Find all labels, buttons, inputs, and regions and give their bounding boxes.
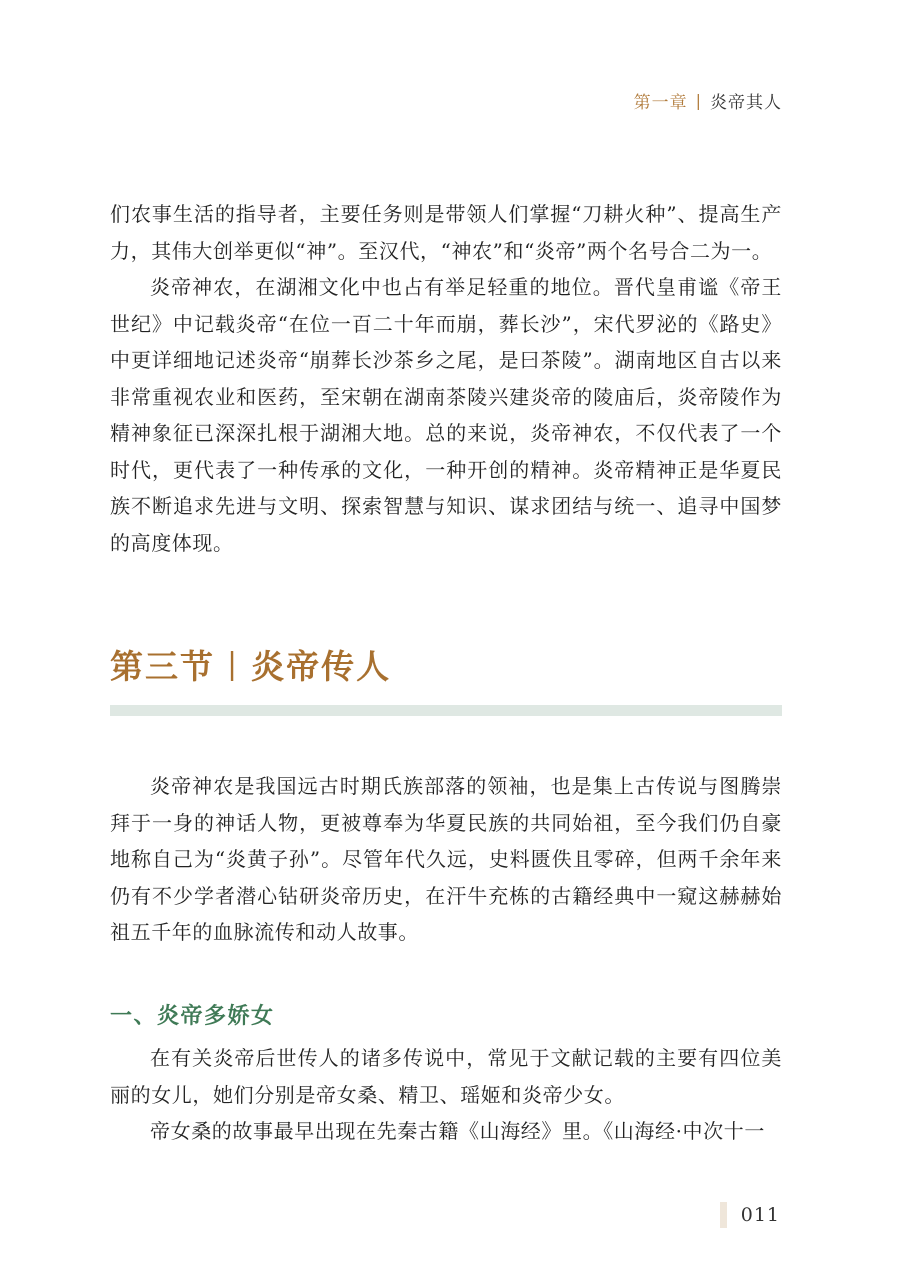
page-footer bbox=[720, 1202, 780, 1228]
section-name: 炎帝传人 bbox=[251, 647, 392, 686]
chapter-title: 炎帝其人 bbox=[710, 93, 782, 113]
section-divider bbox=[110, 705, 782, 716]
section-separator: | bbox=[227, 647, 240, 682]
paragraph-dinvsang: 帝女桑的故事最早出现在先秦古籍《山海经》里。《山海经·中次十一 bbox=[150, 1119, 765, 1143]
running-header bbox=[634, 88, 782, 113]
paragraph-continuation: 们农事生活的指导者，主要任务则是带领人们掌握“刀耕火种”、提高生产力，其伟大创举更似“神”。至汉代，“神农”和“炎帝”两个名号合二为一。 bbox=[110, 202, 782, 263]
page-number: 011 bbox=[740, 1204, 780, 1226]
paragraph-four-daughters: 在有关炎帝后世传人的诸多传说中，常见于文献记载的主要有四位美丽的女儿，她们分别是帝女桑、精卫、瑶姬和炎帝少女。 bbox=[110, 1046, 782, 1107]
subsection-heading: 一、炎帝多娇女 bbox=[110, 1003, 275, 1029]
header-separator: | bbox=[695, 91, 702, 110]
page-number-tab bbox=[720, 1202, 727, 1228]
paragraph-yandi-huxiang: 炎帝神农，在湖湘文化中也占有举足轻重的地位。晋代皇甫谧《帝王世纪》中记载炎帝“在位一百二十年而崩，葬长沙”，宋代罗泌的《路史》中更详细地记述炎帝“崩葬长沙茶乡之尾，是曰茶陵”。湖南地区自古以来非常重视农业和医药，至宋朝在湖南茶陵兴建炎帝的陵庙后，炎帝陵作为精神象征已深深扎根于湖湘大地。总的来说，炎帝神农，不仅代表了一个时代，更代表了一种传承的文化，一种开创的精神。炎帝精神正是华夏民族不断追求先进与文明、探索智慧与知识、谋求团结与统一、追寻中国梦的高度体现。 bbox=[110, 275, 782, 555]
section-title bbox=[110, 641, 391, 688]
section-intro-paragraph: 炎帝神农是我国远古时期氏族部落的领袖，也是集上古传说与图腾崇拜于一身的神话人物，更被尊奉为华夏民族的共同始祖，至今我们仍自豪地称自己为“炎黄子孙”。尽管年代久远，史料匮佚且零碎，但两千余年来仍有不少学者潜心钻研炎帝历史，在汗牛充栋的古籍经典中一窥这赫赫始祖五千年的血脉流传和动人故事。 bbox=[110, 774, 782, 944]
section-number: 第三节 bbox=[110, 647, 215, 686]
chapter-label: 第一章 bbox=[633, 93, 688, 113]
